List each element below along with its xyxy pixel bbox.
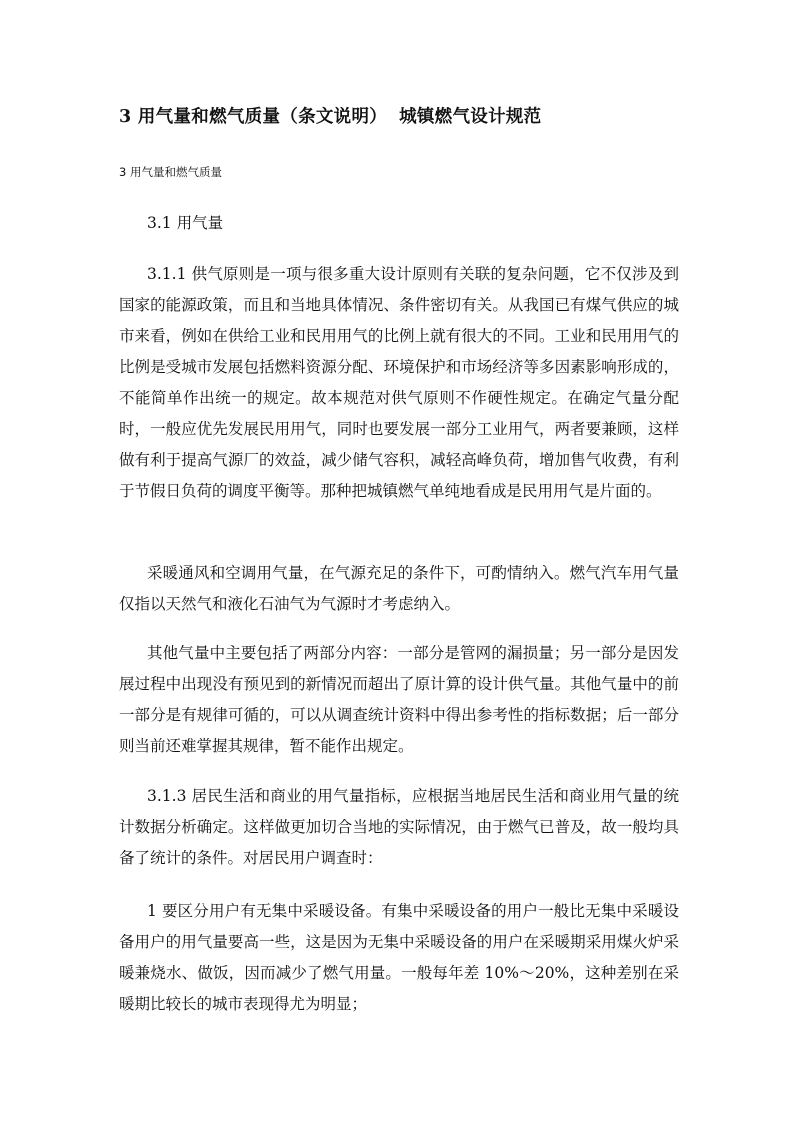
paragraph-item-1: 1 要区分用户有无集中采暖设备。有集中采暖设备的用户一般比无集中采暖设备用户的用气量要高一些，这是因为无集中采暖设备的用户在采暖期采用煤火炉采暖兼烧水、做饭，因而减少了燃气用量。一般每年差 10%～20%，这种差别在采暖期比较长的城市表现得尤为明显； — [119, 902, 679, 1013]
chapter-heading: 3 用气量和燃气质量 — [119, 165, 222, 179]
paragraph-3-1-1: 3.1.1 供气原则是一项与很多重大设计原则有关联的复杂问题，它不仅涉及到国家的能源政策，而且和当地具体情况、条件密切有关。从我国已有煤气供应的城市来看，例如在供给工业和民用用气的比例上就有很大的不同。工业和民用用气的比例是受城市发展包括燃料资源分配、环境保护和市场经济等多因素影响形成的，不能简单作出统一的规定。故本规范对供气原则不作硬性规定。在确定气量分配时，一般应优先发展民用用气，同时也要发展一部分工业用气，两者要兼顾，这样做有利于提高气源厂的效益，减少储气容积，减轻高峰负荷，增加售气收费，有利于节假日负荷的调度平衡等。那种把城镇燃气单纯地看成是民用用气是片面的。 — [119, 265, 679, 500]
section-heading: 3.1 用气量 — [147, 214, 224, 232]
document-title — [119, 104, 679, 130]
paragraph-3-1-3: 3.1.3 居民生活和商业的用气量指标，应根据当地居民生活和商业用气量的统计数据分析确定。这样做更加切合当地的实际情况，由于燃气已普及，故一般均具备了统计的条件。对居民用户调查时： — [119, 787, 679, 867]
paragraph-other-gas: 其他气量中主要包括了两部分内容：一部分是管网的漏损量；另一部分是因发展过程中出现没有预见到的新情况而超出了原计算的设计供气量。其他气量中的前一部分是有规律可循的，可以从调查统计资料中得出参考性的指标数据；后一部分则当前还难掌握其规律，暂不能作出规定。 — [119, 644, 679, 755]
title-main: 3 用气量和燃气质量（条文说明） — [119, 107, 388, 127]
paragraph-heating-gas: 采暖通风和空调用气量，在气源充足的条件下，可酌情纳入。燃气汽车用气量仅指以天然气和液化石油气为气源时才考虑纳入。 — [119, 564, 679, 613]
title-standard-name: 城镇燃气设计规范 — [399, 107, 542, 127]
